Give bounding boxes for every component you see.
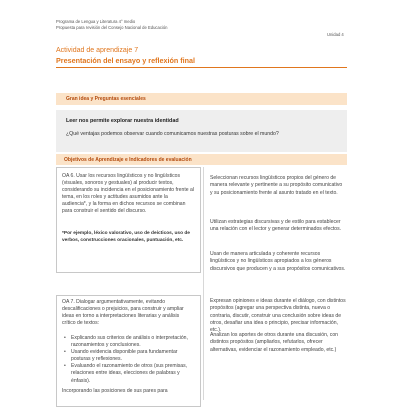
gran-idea-title: Leer nos permite explorar nuestra identidad xyxy=(66,118,179,124)
indicator-1: Seleccionan recursos lingüísticos propios del género de manera relevante y pertinente a su propósito comunicativo y su posicionamiento frente al asunto tratado en el texto. xyxy=(210,175,343,196)
objectives-heading: Objetivos de Aprendizaje e Indicadores de evaluación xyxy=(64,157,192,163)
gran-idea-heading-bar xyxy=(56,93,347,105)
oa7-tail: Incorporando las posiciones de sus pares para xyxy=(62,388,168,394)
oa7-bullet-list xyxy=(64,335,192,385)
header-program: Programa de Lengua y Literatura 4° medio xyxy=(56,19,136,24)
objectives-heading-bar xyxy=(56,154,347,165)
indicator-5: Analizan los aportes de otros durante una discusión, con distintos propósitos (ampliarlos, refutarlos, ofrecer alternativas, evidenciar el razonamiento empleado, etc.) xyxy=(210,332,338,353)
activity-title: Presentación del ensayo y reflexión final xyxy=(56,56,196,65)
title-divider xyxy=(56,67,347,68)
indicator-4: Expresan opiniones e ideas durante el diálogo, con distintos propósitos (agregar una perspectiva distinta, nueva o contraria, discutir, construir una conclusión sobre ideas de otros, desafiar una idea o principio, precisar información, etc.). xyxy=(210,298,346,334)
oa7-intro: OA 7. Dialogar argumentativamente, evitando descalificaciones o prejuicios, para construir y ampliar ideas en torno a interpretaciones literarias y análisis crítico de textos: xyxy=(62,299,184,327)
list-item: • Explicando sus criterios de análisis o interpretación, razonamientos y conclusiones. xyxy=(64,335,192,349)
header-unit: Unidad 4 xyxy=(327,32,344,37)
oa6-text: OA 6. Usar los recursos lingüísticos y no lingüísticos (visuales, sonoros y gestuales) al producir textos, considerando su incidencia en el posicionamiento frente al tema, en los roles y actitudes asumidos ante la audiencia*, y la forma en dichos recursos se combinan para construir el sentido del discurso. xyxy=(62,173,194,215)
essential-question: ¿Qué ventajas podemos observar cuando comunicamos nuestras posturas sobre el mundo? xyxy=(66,131,279,137)
oa6-example: *Por ejemplo, léxico valorativo, uso de deícticos, uso de verbos, construcciones oracionales, puntuación, etc. xyxy=(62,231,190,243)
list-item: • Evaluando el razonamiento de otros (sus premisas, relaciones entre ideas, elecciones de palabras y énfasis). xyxy=(64,363,192,384)
list-item: • Usando evidencia disponible para fundamentar posturas y reflexiones. xyxy=(64,349,192,363)
indicator-2: Utilizan estrategias discursivas y de estilo para establecer una relación con el lector y generar determinados efectos. xyxy=(210,219,342,233)
gran-idea-heading: Gran idea y Preguntas esenciales xyxy=(66,96,146,102)
activity-label: Actividad de aprendizaje 7 xyxy=(56,47,139,54)
indicator-3: Usan de manera articulada y coherente recursos lingüísticos y no lingüísticos apropiados a los géneros discursivos que producen y a sus propósitos comunicativos. xyxy=(210,251,346,272)
essential-question-box xyxy=(56,110,347,152)
page-header xyxy=(56,19,276,31)
header-proposal: Propuesta para revisión del Consejo Nacional de Educación xyxy=(56,25,168,30)
column-divider xyxy=(203,167,204,400)
